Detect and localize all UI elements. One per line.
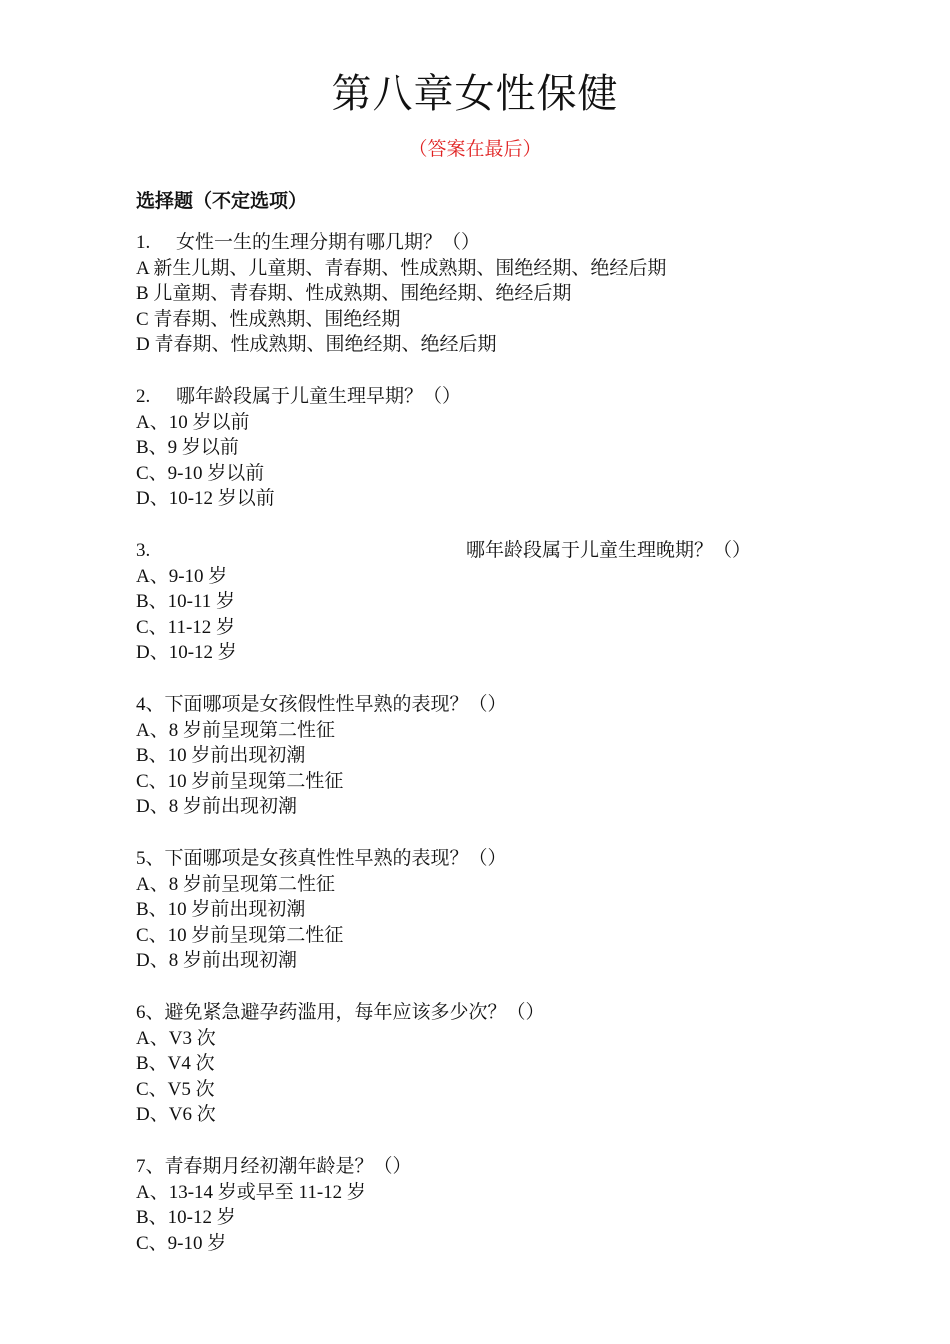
option-d: D、8 岁前出现初潮 bbox=[136, 950, 297, 971]
option-a: A 新生儿期、儿童期、青春期、性成熟期、围绝经期、绝经后期 bbox=[136, 258, 667, 279]
option-a: A、10 岁以前 bbox=[136, 412, 250, 433]
option-c: C、V5 次 bbox=[136, 1079, 215, 1100]
question-text: 哪年龄段属于儿童生理早期？（） bbox=[176, 386, 462, 407]
option-d: D、10-12 岁以前 bbox=[136, 488, 275, 509]
option-d: D、8 岁前出现初潮 bbox=[136, 796, 297, 817]
answer-note: （答案在最后） bbox=[408, 139, 542, 160]
option-d: D 青春期、性成熟期、围绝经期、绝经后期 bbox=[136, 334, 497, 355]
question-text: 下面哪项是女孩真性性早熟的表现？（） bbox=[164, 848, 507, 869]
question-number: 3. bbox=[136, 540, 151, 561]
question-text: 避免紧急避孕药滥用，每年应该多少次？（） bbox=[164, 1002, 545, 1023]
option-b: B 儿童期、青春期、性成熟期、围绝经期、绝经后期 bbox=[136, 283, 572, 304]
option-a: A、9-10 岁 bbox=[136, 566, 228, 587]
section-heading: 选择题（不定选项） bbox=[136, 190, 308, 212]
question-number: 5、 bbox=[136, 848, 165, 869]
question-number: 2. bbox=[136, 386, 151, 407]
option-d: D、10-12 岁 bbox=[136, 642, 237, 663]
question-number: 7、 bbox=[136, 1156, 165, 1177]
question-7 bbox=[136, 1151, 412, 1178]
option-a: A、8 岁前呈现第二性征 bbox=[136, 720, 335, 741]
question-text: 女性一生的生理分期有哪几期？（） bbox=[176, 232, 481, 253]
option-b: B、10 岁前出现初潮 bbox=[136, 899, 306, 920]
question-2 bbox=[136, 381, 461, 408]
option-c: C、9-10 岁以前 bbox=[136, 463, 265, 484]
option-c: C、9-10 岁 bbox=[136, 1233, 227, 1254]
question-1 bbox=[136, 227, 480, 254]
question-number: 6、 bbox=[136, 1002, 165, 1023]
question-3 bbox=[136, 535, 751, 562]
option-b: B、10-12 岁 bbox=[136, 1207, 236, 1228]
option-c: C、11-12 岁 bbox=[136, 617, 236, 638]
option-c: C、10 岁前呈现第二性征 bbox=[136, 771, 344, 792]
question-text: 青春期月经初潮年龄是？（） bbox=[164, 1156, 412, 1177]
page-title: 第八章女性保健 bbox=[331, 71, 619, 116]
option-b: B、10-11 岁 bbox=[136, 591, 236, 612]
option-a: A、8 岁前呈现第二性征 bbox=[136, 874, 335, 895]
question-text: 哪年龄段属于儿童生理晚期？（） bbox=[466, 540, 752, 561]
question-number: 4、 bbox=[136, 694, 165, 715]
option-a: A、13-14 岁或早至 11-12 岁 bbox=[136, 1182, 366, 1203]
question-6 bbox=[136, 997, 545, 1024]
option-b: B、9 岁以前 bbox=[136, 437, 239, 458]
option-b: B、V4 次 bbox=[136, 1053, 215, 1074]
question-5 bbox=[136, 843, 507, 870]
option-c: C、10 岁前呈现第二性征 bbox=[136, 925, 344, 946]
question-number: 1. bbox=[136, 232, 151, 253]
option-c: C 青春期、性成熟期、围绝经期 bbox=[136, 309, 401, 330]
option-a: A、V3 次 bbox=[136, 1028, 216, 1049]
option-b: B、10 岁前出现初潮 bbox=[136, 745, 306, 766]
question-4 bbox=[136, 689, 507, 716]
question-text: 下面哪项是女孩假性性早熟的表现？（） bbox=[164, 694, 507, 715]
option-d: D、V6 次 bbox=[136, 1104, 216, 1125]
